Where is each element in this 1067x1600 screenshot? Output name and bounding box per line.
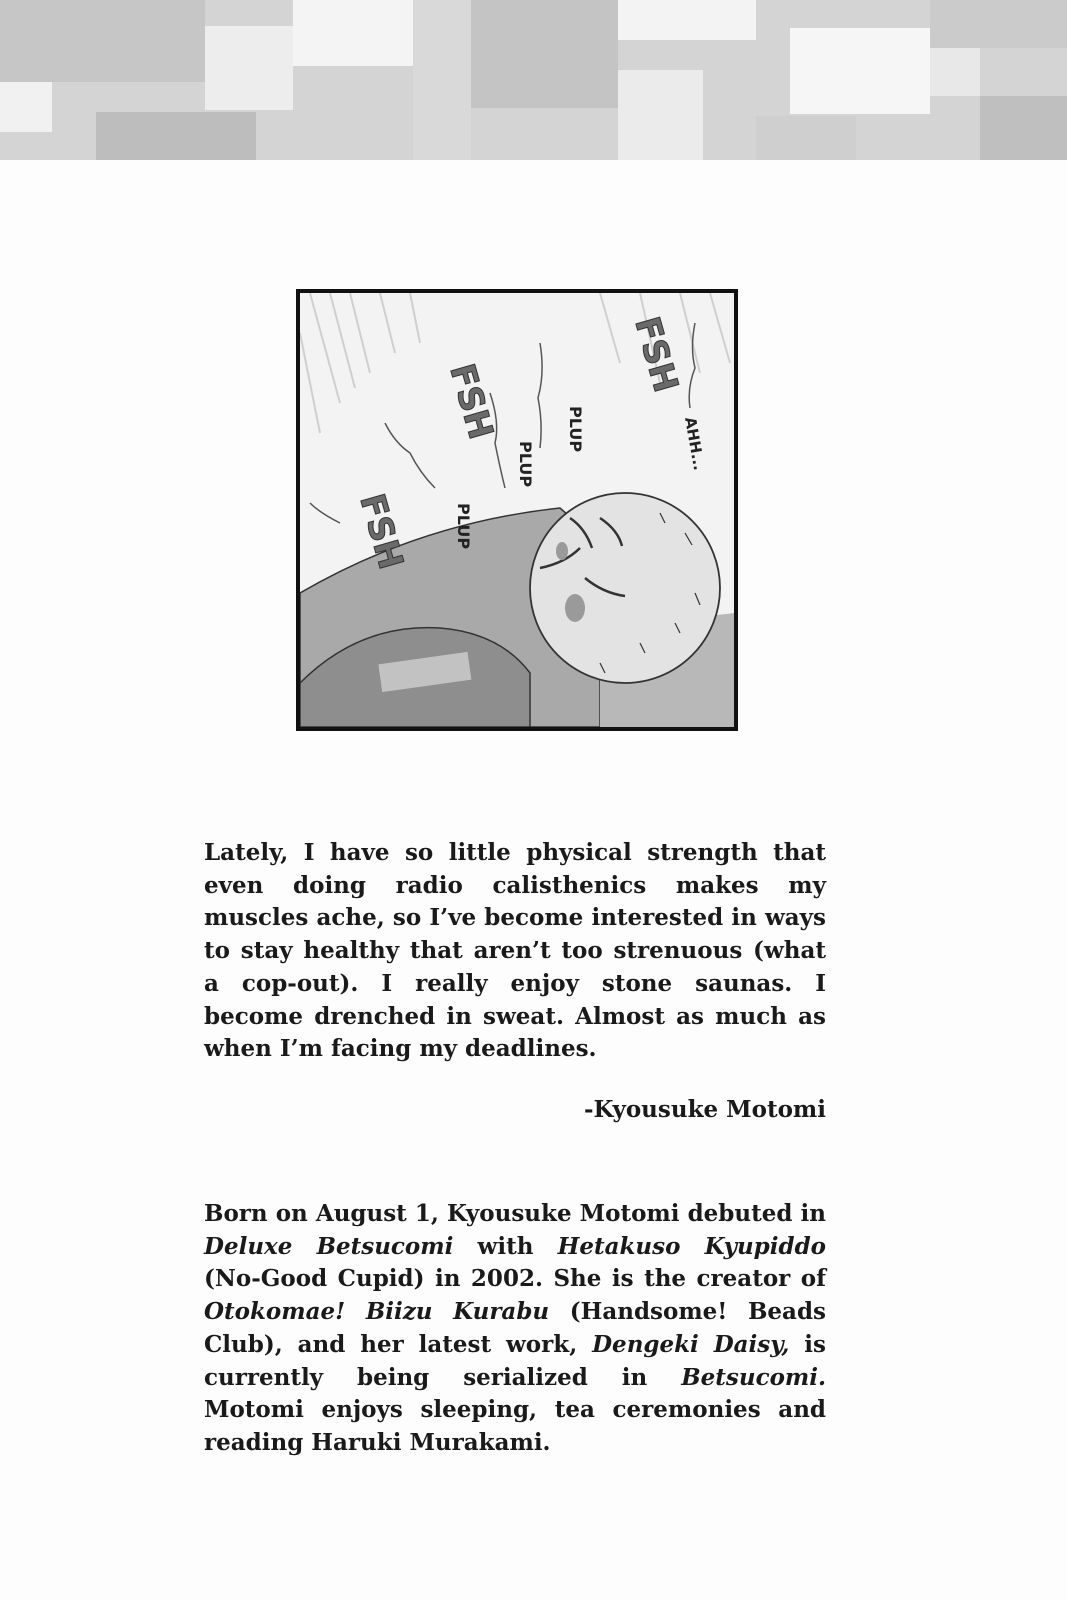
bio-text: (No-Good Cupid) in 2002. She is the creator of: [204, 1265, 826, 1293]
sfx-ahh: AHH...: [681, 415, 709, 472]
sfx-plup: PLUP: [566, 406, 585, 453]
bio-title-dengeki-daisy: Dengeki Daisy,: [592, 1330, 790, 1358]
header-block: [96, 112, 256, 160]
bio-text: is currently being serialized in: [204, 1330, 826, 1391]
header-block: [0, 82, 52, 132]
header-block: [293, 0, 413, 66]
bio-title-otokomae: Otokomae! Biizu Kurabu: [204, 1298, 550, 1326]
sfx-fsh: FSH: [351, 489, 411, 574]
header-block: [930, 0, 1067, 48]
cheek-blush: [556, 542, 568, 560]
decorative-header-band: [0, 0, 1067, 160]
header-block: [790, 28, 930, 114]
sauna-illustration: [300, 293, 734, 727]
author-note-paragraph: Lately, I have so little physical strength that even doing radio calisthenics makes my muscles ache, so I’ve become interested in ways to stay healthy that aren’t too strenuous (what a cop-out). I really enjoy stone saunas. I become drenched in sweat. Almost as much as when I’m facing my deadlines.: [204, 839, 826, 1063]
bio-title-hetakuso-kyupiddo: Hetakuso Kyupiddo: [557, 1232, 826, 1260]
bio-text: Born on August 1, Kyousuke Motomi debuted in: [204, 1200, 826, 1227]
author-bio-paragraph: [204, 1198, 826, 1460]
header-block: [618, 70, 703, 160]
header-block: [756, 116, 856, 160]
bio-text: (Handsome! Beads Club), and her latest work,: [204, 1298, 826, 1358]
header-block: [413, 0, 471, 160]
header-block: [930, 48, 980, 96]
author-signature: -Kyousuke Motomi: [583, 1096, 826, 1123]
header-block: [980, 96, 1067, 160]
header-block: [205, 26, 293, 110]
header-block: [471, 0, 618, 108]
sfx-plup: PLUP: [516, 441, 535, 488]
sfx-fsh: FSH: [626, 312, 686, 397]
bio-text: with: [453, 1232, 558, 1260]
sfx-fsh: FSH: [441, 359, 501, 444]
bio-title-deluxe-betsucomi: Deluxe Betsucomi: [204, 1232, 454, 1260]
header-block: [0, 0, 205, 82]
cheek-blush: [565, 594, 585, 622]
header-block: [618, 0, 756, 40]
bio-text: Motomi enjoys sleeping, tea ceremonies and reading Haruki Murakami.: [204, 1396, 826, 1456]
head: [530, 493, 720, 683]
sfx-plup: PLUP: [454, 503, 473, 550]
bio-title-betsucomi: Betsucomi.: [681, 1363, 826, 1391]
manga-illustration-panel: [296, 289, 738, 731]
